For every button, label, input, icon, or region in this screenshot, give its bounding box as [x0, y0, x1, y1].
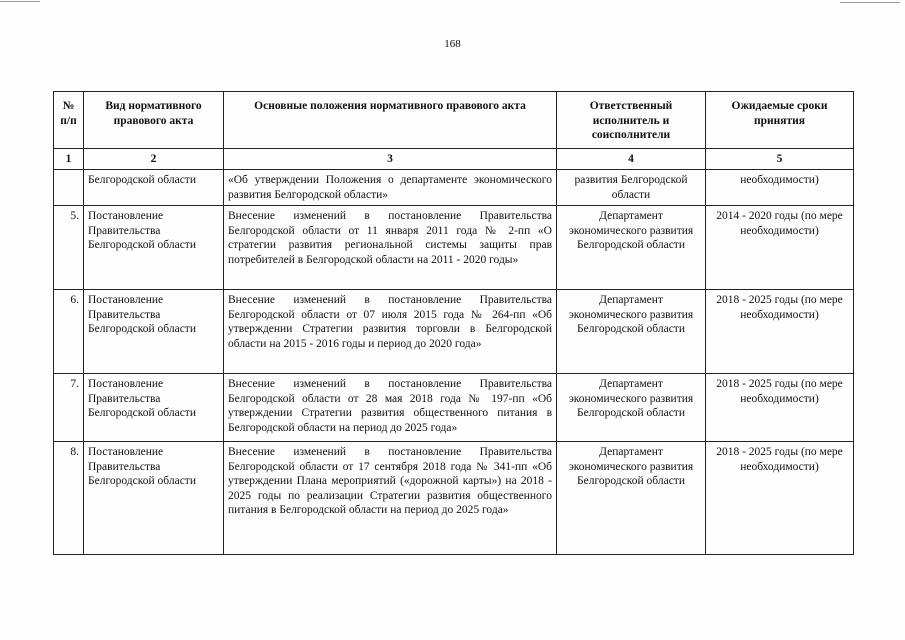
- row-executor: Департамент экономического развития Белгородской области: [557, 374, 706, 442]
- row-executor: развития Белгородской области: [557, 170, 706, 206]
- column-number: 2: [84, 149, 224, 170]
- row-content: «Об утверждении Положения о департаменте экономического развития Белгородской области»: [224, 170, 557, 206]
- table-row: [54, 442, 854, 555]
- page-number: 168: [444, 38, 461, 50]
- row-act-type: Постановление Правительства Белгородской области: [84, 374, 224, 442]
- column-numbering-row: [54, 149, 854, 170]
- header-num: № п/п: [54, 92, 84, 149]
- column-number: 5: [706, 149, 854, 170]
- table-row: [54, 290, 854, 374]
- row-content: Внесение изменений в постановление Правительства Белгородской области от 17 сентября 2018 года № 341-пп «Об утверждении Плана мероприятий («дорожной карты») на 2018 - 2025 годы по реализации Стратегии развития общественного питания в Белгородской области на период до 2025 года»: [224, 442, 557, 555]
- row-number: 8.: [54, 442, 84, 555]
- row-act-type: Постановление Правительства Белгородской области: [84, 206, 224, 290]
- row-number: 5.: [54, 206, 84, 290]
- row-number: 6.: [54, 290, 84, 374]
- scan-edge-mark-left: [0, 1, 40, 2]
- column-number: 4: [557, 149, 706, 170]
- row-term: 2014 - 2020 годы (по мере необходимости): [706, 206, 854, 290]
- row-content: Внесение изменений в постановление Правительства Белгородской области от 11 января 2011 года № 2-пп «О стратегии развития региональной системы защиты прав потребителей в Белгородской области на 2011 - 2020 годы»: [224, 206, 557, 290]
- row-act-type: Постановление Правительства Белгородской области: [84, 290, 224, 374]
- regulatory-acts-table: [53, 91, 854, 555]
- header-executor: Ответственный исполнитель и соисполнители: [557, 92, 706, 149]
- row-number: 7.: [54, 374, 84, 442]
- header-act-type: Вид нормативного правового акта: [84, 92, 224, 149]
- table-row: [54, 374, 854, 442]
- scan-edge-mark-right: [840, 2, 900, 3]
- column-number: 1: [54, 149, 84, 170]
- row-executor: Департамент экономического развития Белгородской области: [557, 206, 706, 290]
- column-number: 3: [224, 149, 557, 170]
- row-content: Внесение изменений в постановление Правительства Белгородской области от 28 мая 2018 года № 197-пп «Об утверждении Стратегии развития общественного питания в Белгородской области на период до 2025 года»: [224, 374, 557, 442]
- row-term: 2018 - 2025 годы (по мере необходимости): [706, 442, 854, 555]
- table-row: [54, 206, 854, 290]
- row-number: [54, 170, 84, 206]
- row-term: необходимости): [706, 170, 854, 206]
- table-row: [54, 170, 854, 206]
- row-content: Внесение изменений в постановление Правительства Белгородской области от 07 июля 2015 года № 264-пп «Об утверждении Стратегии развития торговли в Белгородской области на 2015 - 2016 годы и период до 2020 года»: [224, 290, 557, 374]
- row-term: 2018 - 2025 годы (по мере необходимости): [706, 290, 854, 374]
- header-terms: Ожидаемые сроки принятия: [706, 92, 854, 149]
- row-term: 2018 - 2025 годы (по мере необходимости): [706, 374, 854, 442]
- table-header-row: [54, 92, 854, 149]
- row-act-type: Постановление Правительства Белгородской области: [84, 442, 224, 555]
- row-executor: Департамент экономического развития Белгородской области: [557, 290, 706, 374]
- row-act-type: Белгородской области: [84, 170, 224, 206]
- header-main-provisions: Основные положения нормативного правового акта: [224, 92, 557, 149]
- row-executor: Департамент экономического развития Белгородской области: [557, 442, 706, 555]
